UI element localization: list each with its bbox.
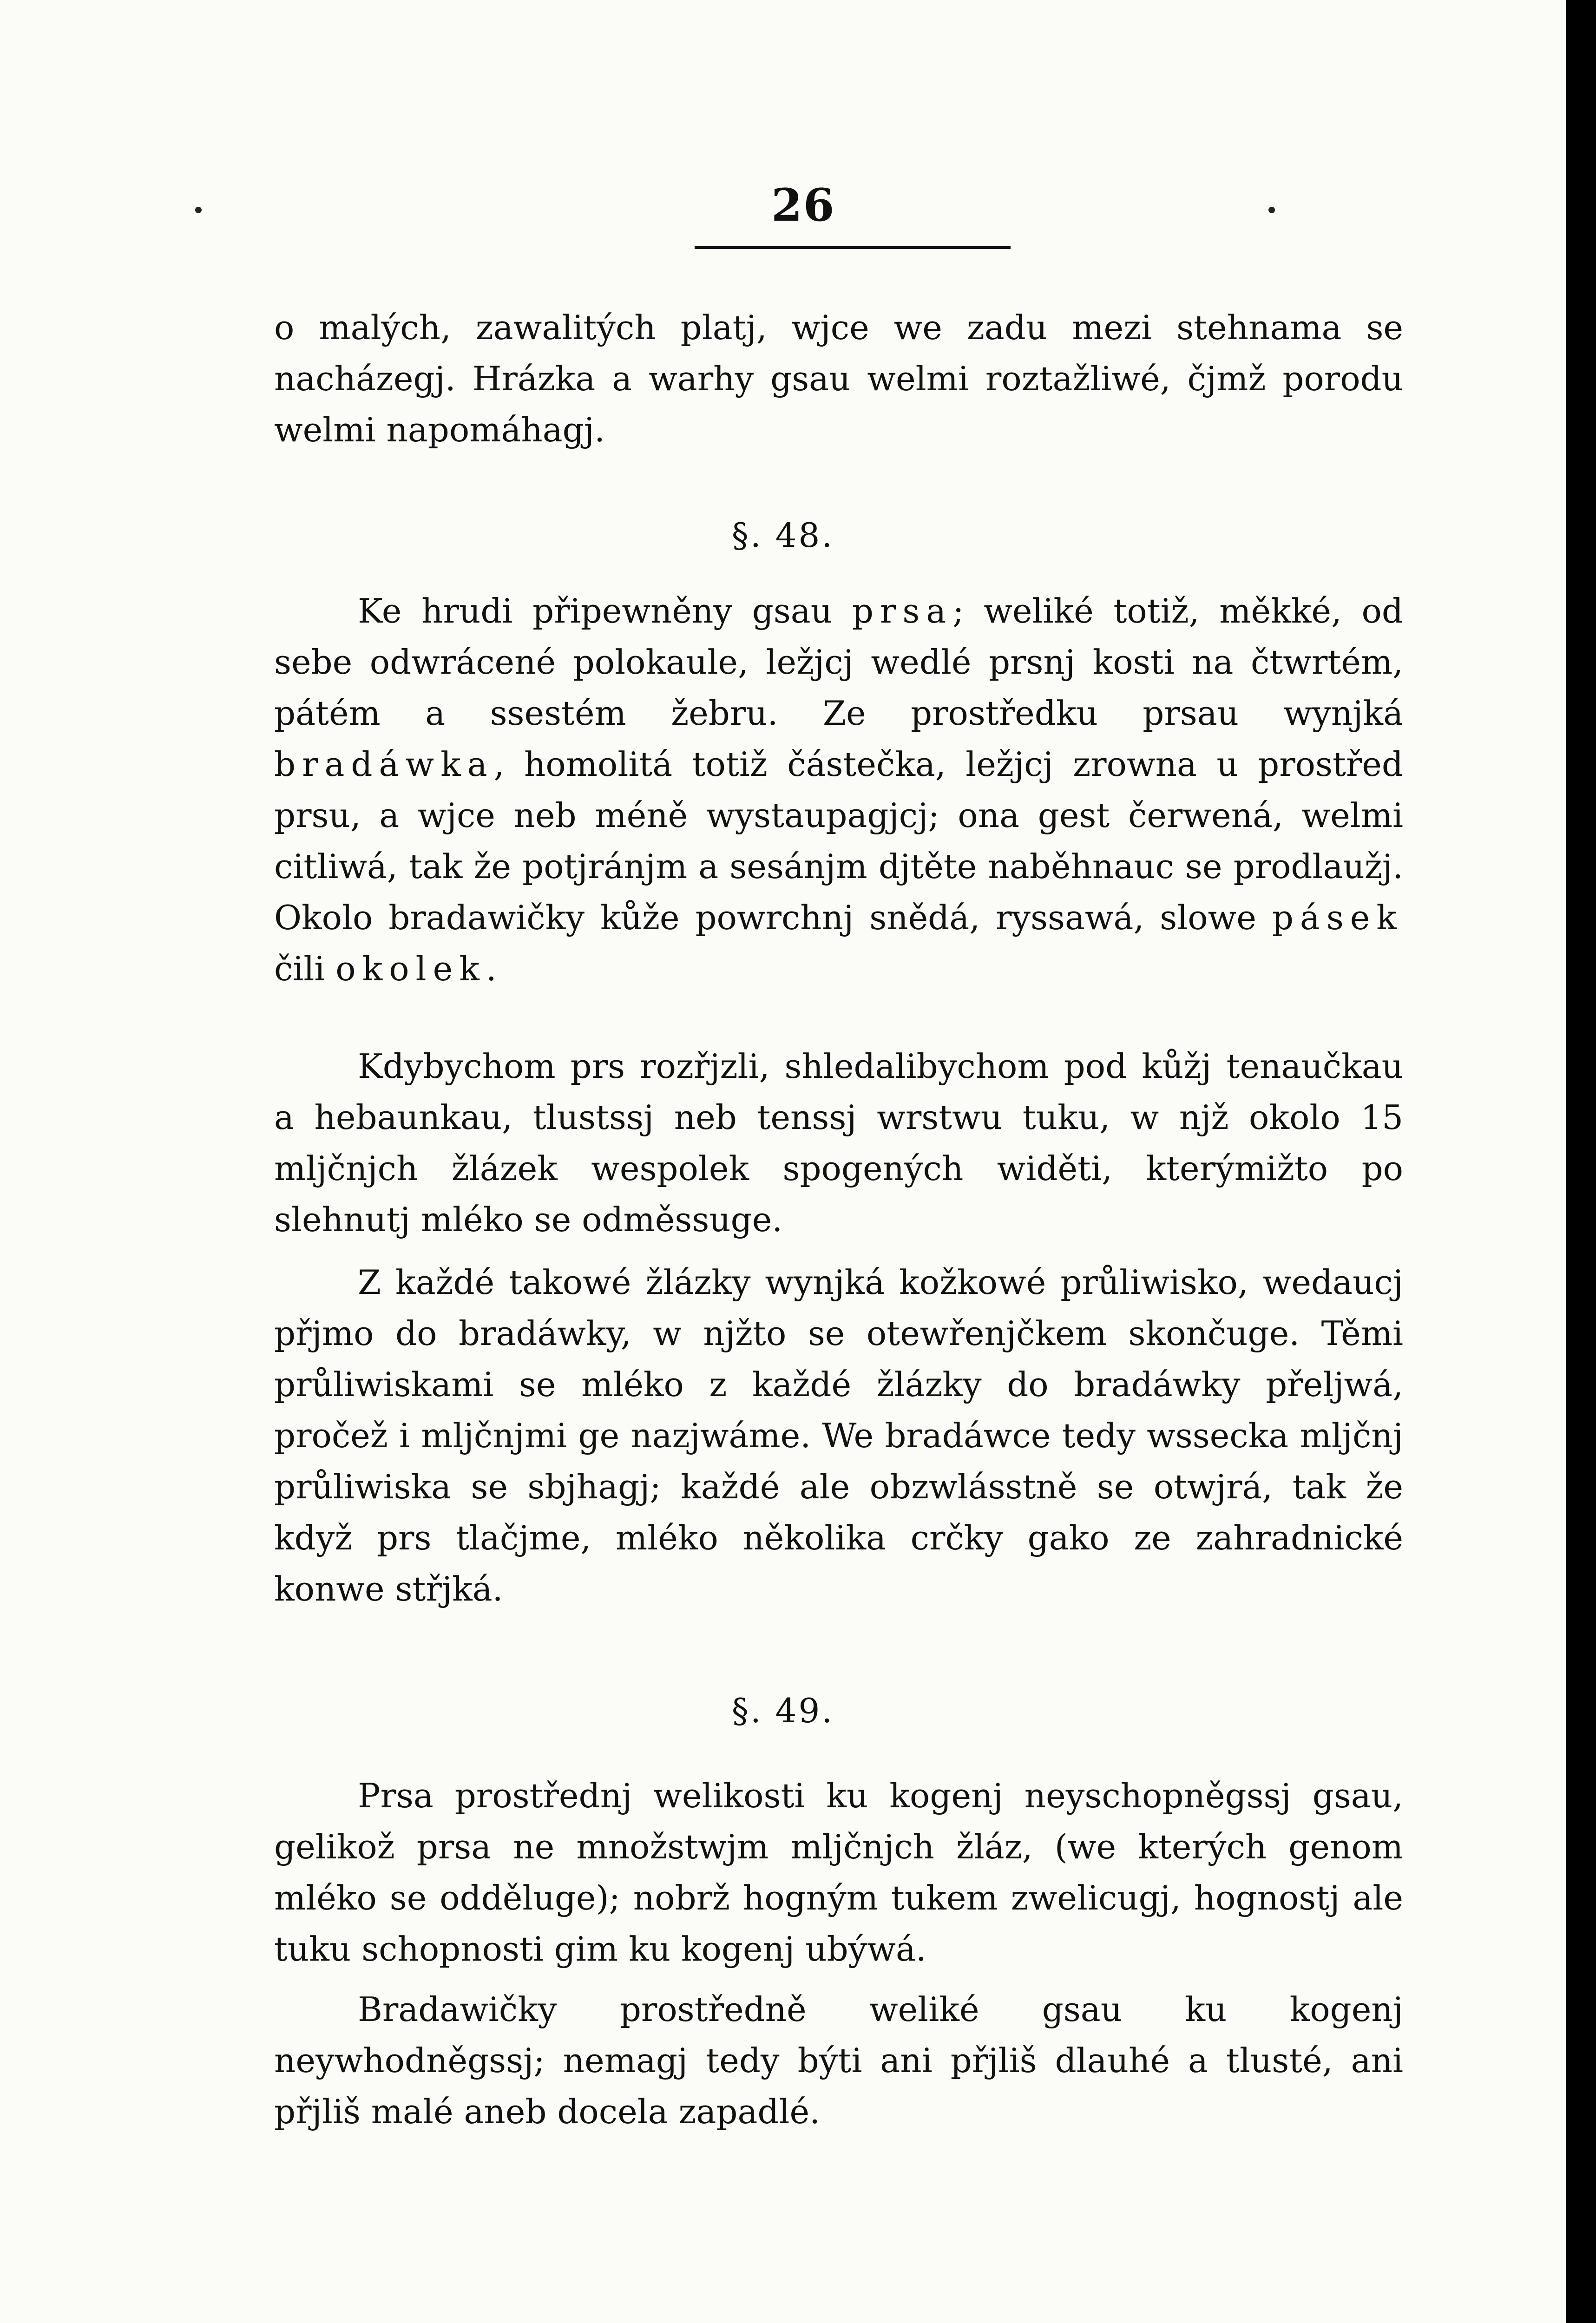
text-run: , homolitá totiž částečka, ležjcj zrowna u prostřed prsu, a wjce neb méně wystaupagjcj; ona gest čerwená, welmi citliwá, tak že potjránjm a sesánjm djtěte naběhnauc se prodlaužj. Okolo bradawičky kůže powrchnj snědá, ryssawá, slowe — [274, 745, 1403, 937]
emphasized-term: bradáwka — [274, 745, 494, 784]
paragraph-text: Bradawičky prostředně weliké gsau ku kogenj neywhodněgssj; nemagj tedy býti ani přjliš dlauhé a tlusté, ani přjliš malé aneb docela zapadlé. — [274, 1990, 1403, 2131]
speck-left — [195, 207, 202, 213]
paragraph-section-48 — [274, 585, 1403, 994]
paragraph-continuation — [274, 302, 1403, 455]
emphasized-term: pásek — [1272, 898, 1404, 937]
speck-right — [1268, 207, 1275, 213]
header-rule — [695, 246, 1011, 249]
emphasized-term: okolek — [335, 949, 486, 988]
paragraph-milk-ducts — [274, 1257, 1403, 1614]
text-run: Ke hrudi připewněny gsau — [358, 591, 833, 630]
paragraph-text — [274, 585, 1403, 994]
paragraph-text: Z každé takowé žlázky wynjká kožkowé průliwisko, wedaucj přjmo do bradáwky, w njžto se otewřenjčkem skončuge. Těmi průliwiskami se mléko z každé žlázky do bradáwky přeljwá, pročež i mljčnjmi ge nazjwáme. We bradáwce tedy wssecka mljčnj průliwiska se sbjhagj; každé ale obzwlásstně se otwjrá, tak že když prs tlačjme, mléko několika crčky gako ze zahradnické konwe střjká. — [274, 1263, 1403, 1608]
emphasized-term: prsa — [852, 591, 953, 630]
paragraph-text: o malých, zawalitých platj, wjce we zadu mezi stehnama se nacházegj. Hrázka a warhy gsau welmi roztažliwé, čjmž porodu welmi napomáhagj. — [274, 308, 1403, 449]
paragraph-section-49 — [274, 1770, 1403, 1975]
text-run: ; weliké totiž, měkké, od sebe odwrácené polokaule, ležjcj wedlé prsnj kosti na čtwrtém, pátém a ssestém žebru. Ze prostředku prsau wynjká — [274, 591, 1403, 733]
text-run: . — [486, 949, 497, 988]
text-run: čili — [274, 949, 325, 988]
section-heading-48: §. 48. — [731, 516, 834, 555]
paragraph-text: Kdybychom prs rozřjzli, shledalibychom pod kůžj tenaučkau a hebaunkau, tlustssj neb tenssj wrstwu tuku, w njž okolo 15 mljčnjch žlázek wespolek spogených widěti, kterýmižto po slehnutj mléko se odměssuge. — [274, 1047, 1403, 1239]
section-heading-49: §. 49. — [731, 1691, 834, 1730]
paragraph-text: Prsa prostřednj welikosti ku kogenj neyschopněgssj gsau, gelikož prsa ne množstwjm mljčnjch žláz, (we kterých genom mléko se odděluge); nobrž hogným tukem zwelicugj, hognostj ale tuku schopnosti gim ku kogenj ubýwá. — [274, 1776, 1403, 1969]
paragraph-nipples — [274, 1984, 1403, 2137]
scan-edge — [1566, 0, 1596, 2323]
page-number: 26 — [771, 179, 835, 231]
paragraph-breast-structure — [274, 1041, 1403, 1245]
